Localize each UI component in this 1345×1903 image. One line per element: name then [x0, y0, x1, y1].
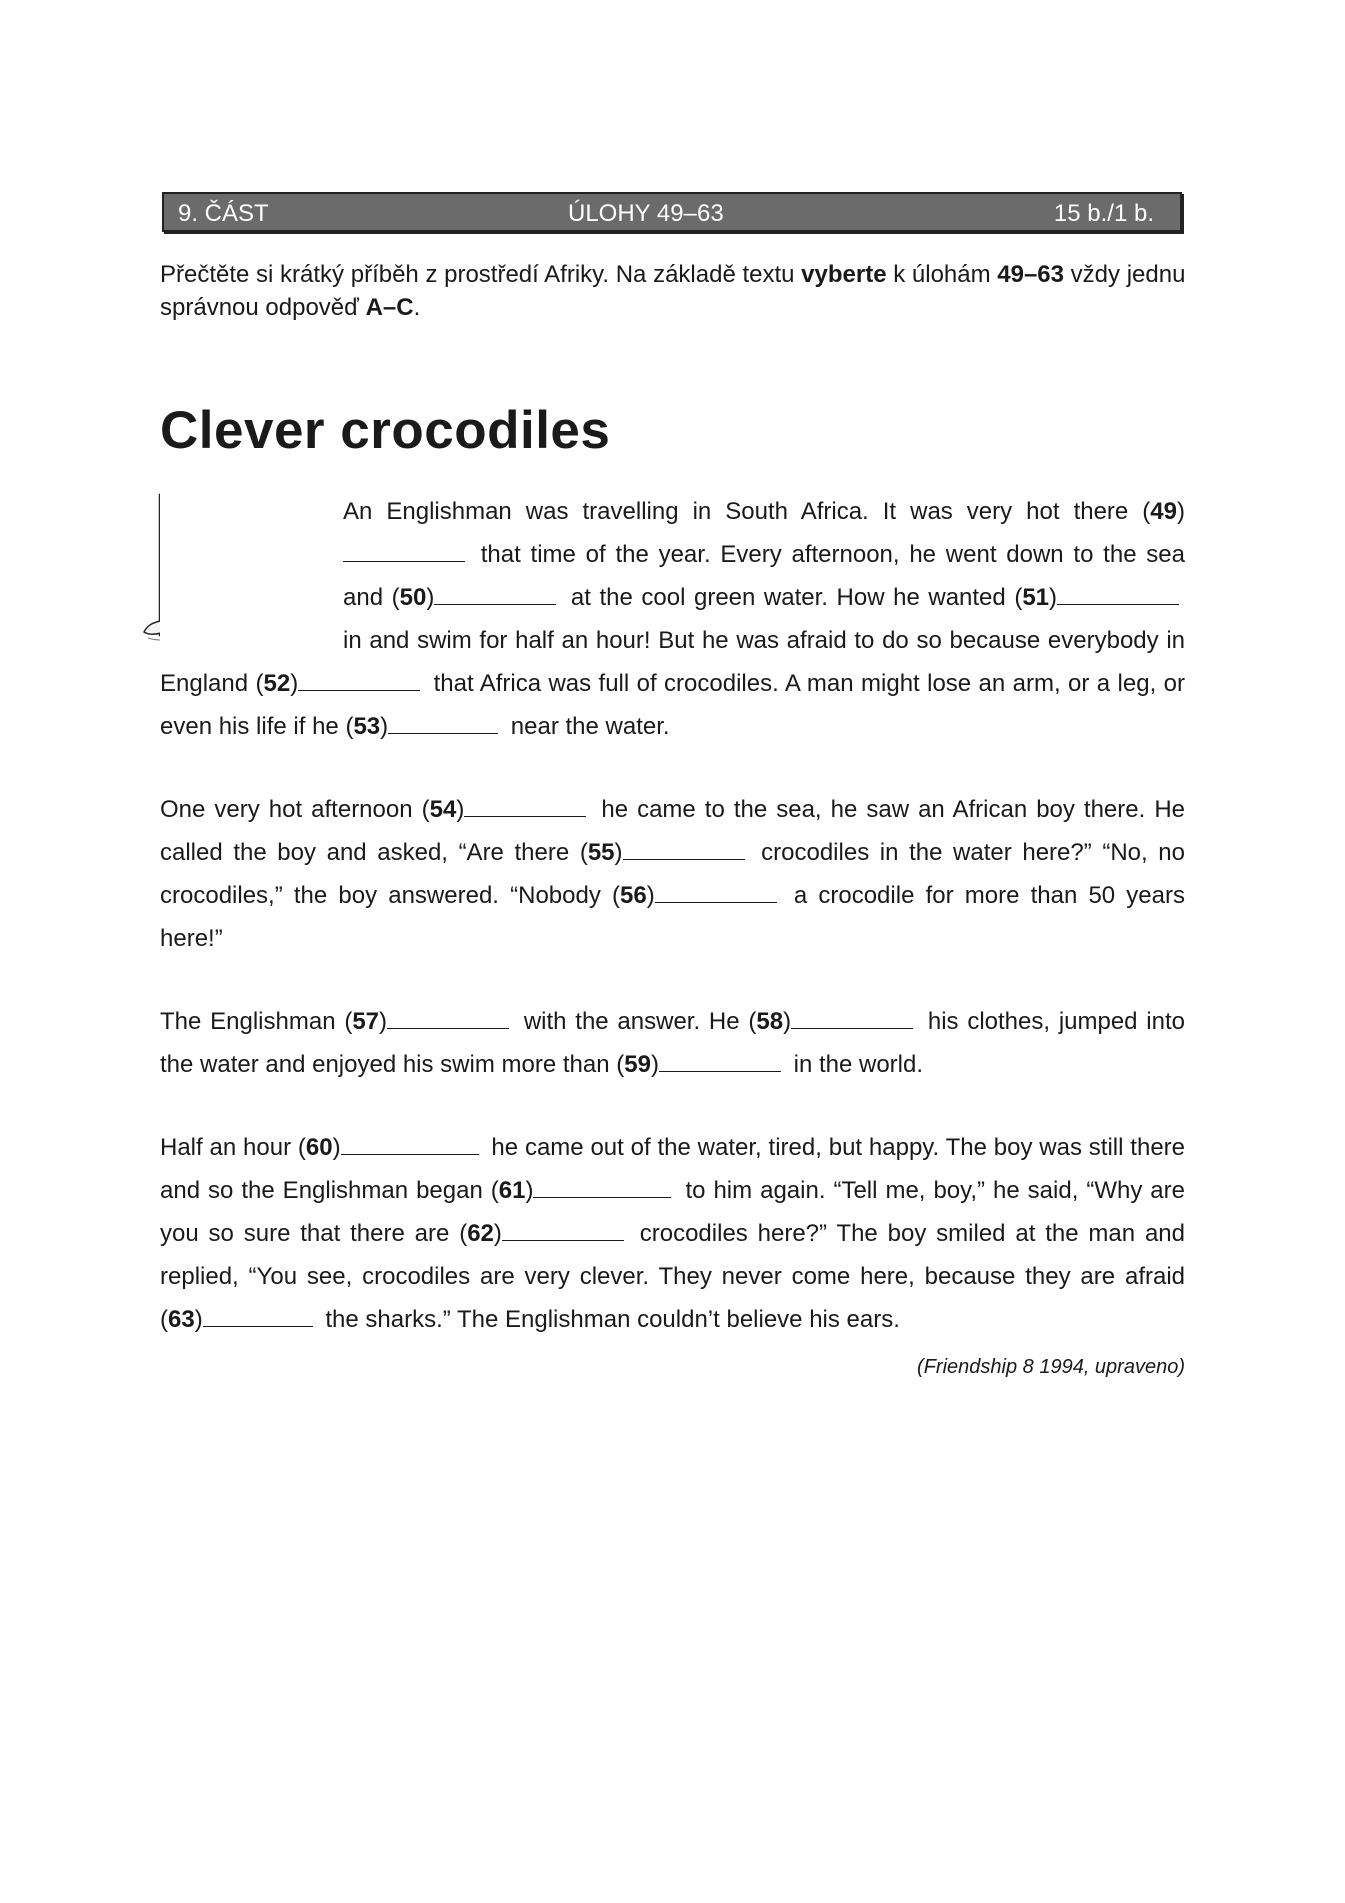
source-citation: (Friendship 8 1994, upraveno) [917, 1356, 1185, 1378]
paren: ) [379, 1008, 388, 1035]
paren: ) [493, 1220, 502, 1247]
task-number: 52 [263, 670, 291, 697]
answer-blank [341, 1130, 479, 1155]
task-number: 54 [429, 796, 457, 823]
paren: ) [525, 1177, 534, 1204]
task-number: 59 [624, 1051, 651, 1078]
answer-blank [1057, 580, 1179, 605]
story-text-span: with the answer. He ( [515, 1008, 757, 1035]
story-text-span: that Africa was full of crocodiles. A man might lose an arm, or a leg, or even his life if he ( [160, 670, 1185, 740]
paren: ) [290, 670, 299, 697]
task-number: 51 [1022, 584, 1050, 611]
story-text-span: he came to the sea, he saw an African boy there. He called the boy and asked, “Are there ( [160, 796, 1185, 866]
paren: ) [783, 1008, 792, 1035]
task-number: 53 [353, 713, 381, 740]
answer-blank [203, 1302, 313, 1327]
story-main [160, 490, 1185, 1381]
paren: ) [426, 584, 435, 611]
paren: ) [194, 1306, 203, 1333]
answer-blank [533, 1173, 671, 1198]
task-number: 58 [756, 1008, 784, 1035]
task-number: 60 [305, 1134, 333, 1161]
answer-blank [791, 1004, 913, 1029]
instructions-bold: vyberte [801, 261, 887, 288]
story-text-span: in and swim for half an hour! But he was afraid to do so because everybody in England ( [160, 627, 1185, 697]
task-number: 56 [620, 882, 647, 909]
task-number: 55 [587, 839, 615, 866]
story-text-span: to him again. “Tell me, boy,” he said, “Why are you so sure that there are ( [160, 1177, 1185, 1247]
answer-blank [655, 878, 777, 903]
task-number: 50 [399, 584, 427, 611]
task-number: 63 [168, 1306, 195, 1333]
instructions-text: vždy jednu správnou odpověď [160, 261, 1186, 321]
task-number: 57 [352, 1008, 380, 1035]
instructions-text: k úlohám [886, 261, 998, 288]
story-text-span: the sharks.” The Englishman couldn’t believe his ears. [318, 1306, 900, 1333]
section-label: 9. ČÁST [178, 200, 269, 227]
answer-blank [623, 835, 745, 860]
section-header-bar [162, 192, 1182, 232]
story-text-span: The Englishman ( [160, 1008, 353, 1035]
story-text-span: in the world. [786, 1051, 924, 1078]
paren: ) [646, 882, 655, 909]
paren: ) [614, 839, 623, 866]
paren: ) [650, 1051, 659, 1078]
instructions-text: . [413, 294, 421, 321]
story-paragraph-4 [160, 1126, 1185, 1341]
story-paragraph-3 [160, 1000, 1185, 1086]
story-paragraph-2 [160, 788, 1185, 960]
story-text-span: that time of the year. Every afternoon, he went down to the sea and ( [343, 541, 1185, 611]
answer-blank [343, 537, 465, 562]
story-text-span: at the cool green water. How he wanted ( [562, 584, 1023, 611]
answer-blank [388, 709, 498, 734]
instructions-bold: A–C [365, 294, 414, 321]
points-label: 15 b./1 b. [1053, 200, 1154, 227]
instructions-text: Přečtěte si krátký příběh z prostředí Afriky. Na základě textu [160, 261, 802, 288]
answer-blank [434, 580, 556, 605]
answer-blank [464, 792, 586, 817]
paren: ) [380, 713, 389, 740]
answer-blank [298, 666, 420, 691]
instructions [160, 258, 1190, 324]
story-paragraph-1 [160, 490, 1185, 748]
paren: ) [1177, 498, 1185, 525]
story-title: Clever crocodiles [160, 401, 611, 460]
story-text-span: crocodiles here?” The boy smiled at the man and replied, “You see, crocodiles are very clever. They never come here, because they are afraid ( [160, 1220, 1185, 1333]
story-text-span: his clothes, jumped into the water and enjoyed his swim more than ( [160, 1008, 1186, 1078]
answer-blank [659, 1047, 781, 1072]
answer-blank [387, 1004, 509, 1029]
tasks-label: ÚLOHY 49–63 [568, 200, 724, 227]
paren: ) [332, 1134, 341, 1161]
task-number: 61 [498, 1177, 526, 1204]
story-text-span: An Englishman was travelling in South Africa. It was very hot there ( [343, 498, 1151, 525]
story-text-span: Half an hour ( [160, 1134, 306, 1161]
story-text-span: a crocodile for more than 50 years here!” [160, 882, 1185, 952]
story-text-span: crocodiles in the water here?” “No, no crocodiles,” the boy answered. “Nobody ( [160, 839, 1185, 909]
story-text-span: One very hot afternoon ( [160, 796, 430, 823]
paren: ) [1049, 584, 1058, 611]
task-number: 62 [467, 1220, 494, 1247]
task-number: 49 [1150, 498, 1177, 525]
paren: ) [456, 796, 465, 823]
answer-blank [502, 1216, 624, 1241]
story-text-span: he came out of the water, tired, but happy. The boy was still there and so the Englishman began ( [160, 1134, 1186, 1204]
story-text-span: near the water. [504, 713, 670, 740]
instructions-bold: 49–63 [997, 261, 1065, 288]
